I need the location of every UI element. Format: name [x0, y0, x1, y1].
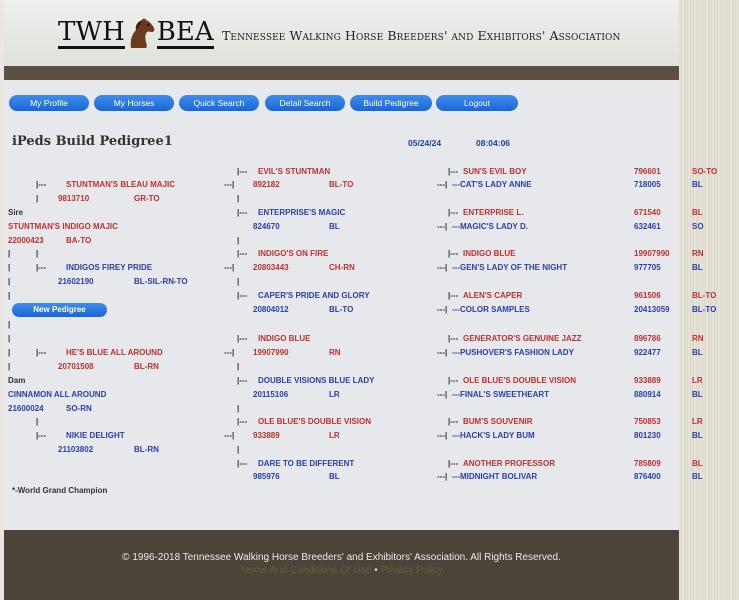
pedigree-connector: |--- — [448, 208, 459, 217]
pedigree-entry[interactable]: RN — [692, 249, 704, 258]
pedigree-entry[interactable]: LR — [692, 417, 703, 426]
pedigree-entry[interactable]: 21103802 — [58, 445, 94, 454]
pedigree-connector: | — [237, 445, 240, 454]
pedigree-entry[interactable]: INDIGO'S ON FIRE — [258, 249, 329, 258]
pedigree-connector: ---| — [437, 305, 448, 314]
pedigree-connector: |--- — [237, 417, 248, 426]
pedigree-entry[interactable]: ---CAT'S LADY ANNE — [452, 180, 532, 189]
pedigree-entry[interactable]: ---COLOR SAMPLES — [452, 305, 530, 314]
logo-text-left: TWH — [58, 16, 125, 47]
pedigree-connector: ---| — [224, 348, 235, 357]
pedigree-entry[interactable]: 22000423 — [8, 236, 44, 245]
pedigree-entry[interactable]: BL — [329, 472, 340, 481]
pedigree-entry[interactable]: SO-RN — [66, 404, 92, 413]
pedigree-connector: ---| — [437, 180, 448, 189]
pedigree-entry[interactable]: BL — [692, 459, 703, 468]
pedigree-connector: ---| — [437, 390, 448, 399]
main-content — [4, 80, 718, 530]
pedigree-entry[interactable]: ---GEN'S LADY OF THE NIGHT — [452, 263, 568, 272]
pedigree-connector: | — [237, 236, 240, 245]
footer-separator: • — [374, 565, 378, 576]
pedigree-connector: | — [36, 194, 39, 203]
pedigree-connector: |--- — [237, 459, 248, 468]
pedigree-entry[interactable]: GENERATOR'S GENUINE JAZZ — [463, 334, 582, 343]
page-time: 08:04:06 — [476, 138, 511, 148]
copyright-text: © 1996-2018 Tennessee Walking Horse Breeders' and Exhibitors' Association. All Rights Reserved. — [122, 552, 561, 563]
pedigree-connector: ---| — [437, 472, 448, 481]
pedigree-entry[interactable]: BL — [692, 390, 703, 399]
pedigree-connector: | — [8, 263, 11, 272]
pedigree-connector: | — [8, 277, 11, 286]
pedigree-connector: | — [8, 249, 11, 258]
pedigree-connector: |--- — [36, 431, 47, 440]
pedigree-connector: |--- — [448, 249, 459, 258]
pedigree-entry[interactable]: ---HACK'S LADY BUM — [452, 431, 535, 440]
pedigree-entry[interactable]: 985976 — [253, 472, 280, 481]
pedigree-entry[interactable]: 961506 — [634, 291, 661, 300]
page-frame — [4, 0, 718, 600]
pedigree-entry[interactable]: 9813710 — [58, 194, 90, 203]
pedigree-entry[interactable]: 21600024 — [8, 404, 44, 413]
pedigree-entry[interactable]: ---MIDNIGHT BOLIVAR — [452, 472, 538, 481]
pedigree-entry[interactable]: ENTERPRISE'S MAGIC — [258, 208, 346, 217]
pedigree-entry[interactable]: 801230 — [634, 431, 661, 440]
privacy-policy-link[interactable]: Privacy Policy — [380, 565, 443, 576]
pedigree-entry[interactable]: CINNAMON ALL AROUND — [8, 390, 107, 399]
world-grand-champion-footnote: *-World Grand Champion — [12, 486, 108, 495]
pedigree-entry[interactable]: Sire — [8, 208, 24, 217]
pedigree-entry[interactable]: LR — [329, 431, 340, 440]
pedigree-connector: | — [36, 417, 39, 426]
pedigree-connector: | — [237, 404, 240, 413]
page-date: 05/24/24 — [408, 138, 442, 148]
pedigree-entry[interactable]: BA-TO — [66, 236, 92, 245]
site-header — [4, 0, 679, 66]
pedigree-entry[interactable]: LR — [692, 376, 703, 385]
pedigree-connector: |--- — [448, 459, 459, 468]
pedigree-entry[interactable]: BL — [692, 263, 703, 272]
pedigree-entry[interactable]: 785809 — [634, 459, 661, 468]
nav-my-profile-button[interactable]: My Profile — [9, 95, 89, 111]
pedigree-entry[interactable]: EVIL'S STUNTMAN — [258, 167, 331, 176]
pedigree-connector: |--- — [237, 291, 248, 300]
pedigree-connector: ---| — [224, 263, 235, 272]
pedigree-entry[interactable]: INDIGO BLUE — [463, 249, 516, 258]
pedigree-entry[interactable]: LR — [329, 390, 340, 399]
nav-quick-search-button[interactable]: Quick Search — [179, 95, 259, 111]
pedigree-entry[interactable]: 892182 — [253, 180, 280, 189]
horse-head-icon — [123, 16, 159, 50]
pedigree-entry[interactable]: BL-RN — [134, 362, 159, 371]
pedigree-connector: ---| — [437, 348, 448, 357]
footer-links — [4, 565, 679, 576]
pedigree-entry[interactable]: STUNTMAN'S INDIGO MAJIC — [8, 222, 118, 231]
pedigree-entry[interactable]: 824670 — [253, 222, 280, 231]
pedigree-connector: | — [237, 277, 240, 286]
pedigree-entry[interactable]: 796601 — [634, 167, 661, 176]
pedigree-entry[interactable]: CH-RN — [329, 263, 355, 272]
pedigree-connector: |--- — [448, 334, 459, 343]
pedigree-connector: ---| — [437, 263, 448, 272]
page-title: iPeds Build Pedigree1 — [12, 134, 173, 149]
pedigree-connector: | — [237, 362, 240, 371]
new-pedigree-button[interactable]: New Pedigree — [12, 303, 107, 317]
nav-build-pedigree-button[interactable]: Build Pedigree — [350, 95, 432, 111]
pedigree-entry[interactable]: BL-TO — [692, 291, 717, 300]
pedigree-entry[interactable]: NIKIE DELIGHT — [66, 431, 125, 440]
pedigree-connector: | — [8, 362, 11, 371]
pedigree-entry[interactable]: 750853 — [634, 417, 661, 426]
pedigree-entry[interactable]: 20413059 — [634, 305, 670, 314]
pedigree-entry[interactable]: 933889 — [634, 376, 661, 385]
pedigree-connector: | — [8, 291, 11, 300]
pedigree-entry[interactable]: HE'S BLUE ALL AROUND — [66, 348, 163, 357]
pedigree-entry[interactable]: BL — [692, 472, 703, 481]
pedigree-entry[interactable]: ENTERPRISE L. — [463, 208, 524, 217]
pedigree-entry[interactable]: 880914 — [634, 390, 661, 399]
pedigree-entry[interactable]: BL-TO — [329, 180, 354, 189]
pedigree-entry[interactable]: 20115106 — [253, 390, 289, 399]
pedigree-connector: |--- — [36, 263, 47, 272]
pedigree-entry[interactable]: BL — [692, 431, 703, 440]
pedigree-connector: |--- — [448, 291, 459, 300]
pedigree-entry[interactable]: 977705 — [634, 263, 661, 272]
pedigree-entry[interactable]: OLE BLUE'S DOUBLE VISION — [463, 376, 577, 385]
pedigree-connector: |--- — [36, 180, 47, 189]
pedigree-connector: |--- — [448, 417, 459, 426]
pedigree-connector: |--- — [237, 334, 248, 343]
pedigree-entry[interactable]: BL — [692, 348, 703, 357]
twhbea-logo[interactable] — [58, 16, 214, 50]
pedigree-entry[interactable]: DARE TO BE DIFFERENT — [258, 459, 355, 468]
logo-text-right: BEA — [156, 16, 214, 47]
pedigree-entry[interactable]: SO-TO — [692, 167, 718, 176]
pedigree-connector: | — [8, 348, 11, 357]
association-title: Tennessee Walking Horse Breeders' and Exhibitors' Association — [222, 28, 621, 43]
pedigree-entry[interactable]: 718005 — [634, 180, 661, 189]
pedigree-entry[interactable]: GR-TO — [134, 194, 160, 203]
pedigree-entry[interactable]: ---FINAL'S SWEETHEART — [452, 390, 550, 399]
pedigree-entry[interactable]: RN — [692, 334, 704, 343]
nav-my-horses-button[interactable]: My Horses — [94, 95, 174, 111]
pedigree-connector: |--- — [36, 348, 47, 357]
pedigree-entry[interactable]: OLE BLUE'S DOUBLE VISION — [258, 417, 372, 426]
pedigree-entry[interactable]: INDIGO BLUE — [258, 334, 311, 343]
pedigree-entry[interactable]: BL-RN — [134, 445, 159, 454]
pedigree-connector: ---| — [437, 222, 448, 231]
pedigree-connector: | — [8, 320, 11, 329]
pedigree-entry[interactable]: ANOTHER PROFESSOR — [463, 459, 556, 468]
pedigree-entry[interactable]: 19907990 — [253, 348, 289, 357]
pedigree-entry[interactable]: ---PUSHOVER'S FASHION LADY — [452, 348, 574, 357]
pedigree-entry[interactable]: 933889 — [253, 431, 280, 440]
pedigree-entry[interactable]: 21602190 — [58, 277, 94, 286]
pedigree-connector: ---| — [224, 431, 235, 440]
pedigree-entry[interactable]: CAPER'S PRIDE AND GLORY — [258, 291, 370, 300]
pedigree-connector: |--- — [237, 249, 248, 258]
pedigree-entry[interactable]: SUN'S EVIL BOY — [463, 167, 527, 176]
header-divider-bar — [4, 66, 679, 80]
pedigree-entry[interactable]: BL-TO — [692, 305, 717, 314]
pedigree-connector: |--- — [448, 376, 459, 385]
pedigree-connector: | — [36, 249, 39, 258]
pedigree-entry[interactable]: BL-SIL-RN-TO — [134, 277, 188, 286]
pedigree-entry[interactable]: BL — [692, 208, 703, 217]
pedigree-entry[interactable]: 896786 — [634, 334, 661, 343]
site-footer — [4, 530, 679, 600]
pedigree-entry[interactable]: BL — [329, 222, 340, 231]
pedigree-entry[interactable]: 20804012 — [253, 305, 289, 314]
pedigree-entry[interactable]: RN — [329, 348, 341, 357]
pedigree-connector: |--- — [237, 376, 248, 385]
pedigree-connector: ---| — [224, 180, 235, 189]
pedigree-entry[interactable]: 876400 — [634, 472, 661, 481]
pedigree-connector: |--- — [237, 208, 248, 217]
pedigree-entry[interactable]: 20701508 — [58, 362, 94, 371]
pedigree-entry[interactable]: 922477 — [634, 348, 661, 357]
pedigree-connector: | — [237, 194, 240, 203]
pedigree-entry[interactable]: Dam — [8, 376, 26, 385]
terms-link[interactable]: Terms And Conditions Of Use — [240, 565, 372, 576]
pedigree-entry[interactable]: ---MAGIC'S LADY D. — [452, 222, 528, 231]
nav-logout-button[interactable]: Logout — [436, 95, 518, 111]
pedigree-entry[interactable]: ALEN'S CAPER — [463, 291, 523, 300]
pedigree-entry[interactable]: BL — [692, 180, 703, 189]
pedigree-entry[interactable]: BL-TO — [329, 305, 354, 314]
pedigree-connector: | — [8, 334, 11, 343]
pedigree-entry[interactable]: SO — [692, 222, 704, 231]
pedigree-connector: |--- — [448, 167, 459, 176]
pedigree-entry[interactable]: 19907990 — [634, 249, 670, 258]
pedigree-entry[interactable]: 632461 — [634, 222, 661, 231]
nav-detail-search-button[interactable]: Detail Search — [265, 95, 345, 111]
pedigree-entry[interactable]: BUM'S SOUVENIR — [463, 417, 533, 426]
pedigree-entry[interactable]: DOUBLE VISIONS BLUE LADY — [258, 376, 375, 385]
pedigree-entry[interactable]: INDIGOS FIREY PRIDE — [66, 263, 153, 272]
pedigree-entry[interactable]: STUNTMAN'S BLEAU MAJIC — [66, 180, 176, 189]
pedigree-entry[interactable]: 20803443 — [253, 263, 289, 272]
pedigree-connector: ---| — [437, 431, 448, 440]
pedigree-entry[interactable]: 671540 — [634, 208, 661, 217]
pedigree-connector: |--- — [237, 167, 248, 176]
